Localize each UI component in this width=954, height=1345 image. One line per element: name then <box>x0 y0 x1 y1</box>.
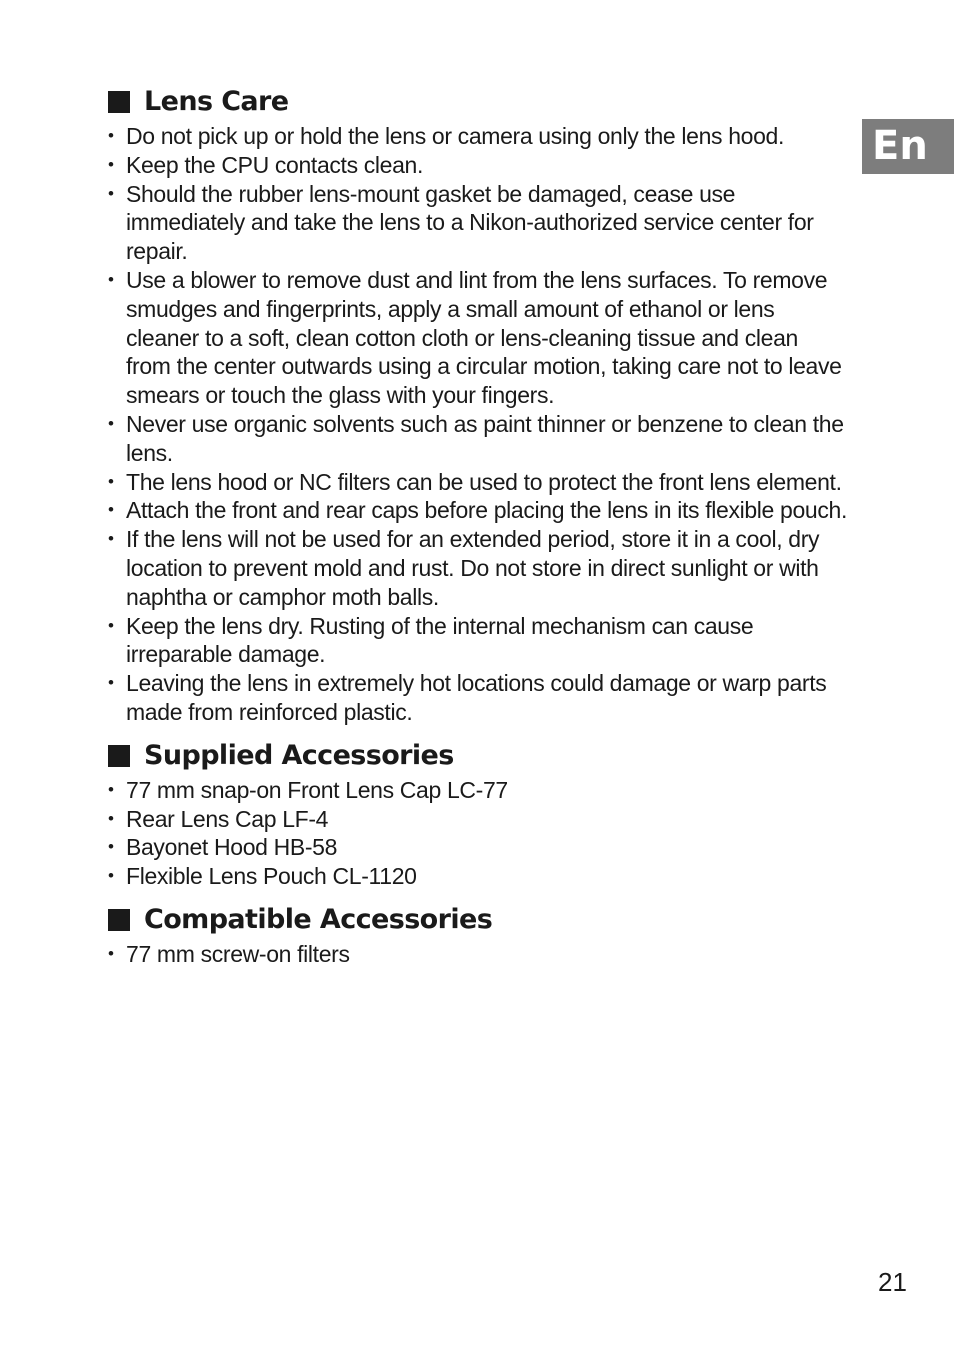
compatible-accessories-heading <box>108 900 848 940</box>
language-tab: En <box>862 119 954 174</box>
list-item: • Keep the CPU contacts clean. <box>108 151 848 180</box>
list-item: • Bayonet Hood HB-58 <box>108 833 848 862</box>
lens-care-heading <box>108 82 848 122</box>
list-item: • Attach the front and rear caps before placing the lens in its flexible pouch. <box>108 496 848 525</box>
square-bullet-icon <box>108 91 130 113</box>
page-content <box>108 82 848 969</box>
list-item: • Rear Lens Cap LF-4 <box>108 805 848 834</box>
section-title: Lens Care <box>144 86 289 117</box>
list-item: • The lens hood or NC filters can be used to protect the front lens element. <box>108 468 848 497</box>
square-bullet-icon <box>108 745 130 767</box>
supplied-accessories-section <box>108 736 848 891</box>
list-item: • If the lens will not be used for an extended period, store it in a cool, dry location to prevent mold and rust. Do not store in direct sunlight or with naphtha or camphor moth balls. <box>108 525 848 611</box>
list-item: • Should the rubber lens-mount gasket be damaged, cease use immediately and take the lens to a Nikon-authorized service center for repair. <box>108 180 848 266</box>
list-item: • Leaving the lens in extremely hot locations could damage or warp parts made from reinforced plastic. <box>108 669 848 727</box>
list-item: • Flexible Lens Pouch CL-1120 <box>108 862 848 891</box>
list-item: • Never use organic solvents such as paint thinner or benzene to clean the lens. <box>108 410 848 468</box>
list-item: • Use a blower to remove dust and lint from the lens surfaces. To remove smudges and fingerprints, apply a small amount of ethanol or lens cleaner to a soft, clean cotton cloth or lens-cleaning tissue and clean from the center outwards using a circular motion, taking care not to leave smears or touch the glass with your fingers. <box>108 266 848 410</box>
section-title: Supplied Accessories <box>144 739 454 771</box>
list-item: • 77 mm screw-on filters <box>108 940 848 969</box>
lens-care-section <box>108 82 848 727</box>
supplied-accessories-heading <box>108 736 848 776</box>
list-item: • Keep the lens dry. Rusting of the internal mechanism can cause irreparable damage. <box>108 612 848 670</box>
compatible-accessories-section <box>108 900 848 969</box>
square-bullet-icon <box>108 909 130 931</box>
section-title: Compatible Accessories <box>144 903 493 935</box>
list-item: • 77 mm snap-on Front Lens Cap LC-77 <box>108 776 848 805</box>
page-number: 21 <box>878 1267 907 1297</box>
compatible-accessories-list <box>108 940 848 969</box>
lens-care-list <box>108 122 848 727</box>
supplied-accessories-list <box>108 776 848 891</box>
list-item: • Do not pick up or hold the lens or camera using only the lens hood. <box>108 122 848 151</box>
